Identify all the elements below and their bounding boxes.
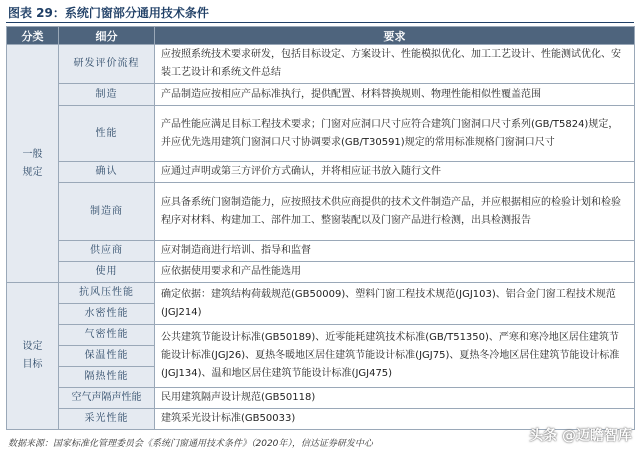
table-row [7,283,635,304]
req-confirmation: 应通过声明或第三方评价方式确认，并将相应证书放入随行文件 [155,162,635,183]
header-row [7,27,635,45]
sub-confirmation: 确认 [59,162,155,183]
sub-rd-process: 研发评价流程 [59,45,155,84]
sub-daylighting: 采光性能 [59,409,155,430]
table-row [7,325,635,346]
req-sound: 民用建筑隔声设计规范(GB50118) [155,388,635,409]
sub-heat-shield: 隔热性能 [59,367,155,388]
table-row [7,262,635,283]
sub-usage: 使用 [59,262,155,283]
header-category: 分类 [7,27,59,45]
req-usage: 应依据使用要求和产品性能选用 [155,262,635,283]
header-subcategory: 细分 [59,27,155,45]
req-daylight: 建筑采光设计标准(GB50033) [155,409,635,430]
req-performance: 产品性能应满足目标工程技术要求；门窗对应洞口尺寸应符合建筑门窗洞口尺寸系列(GB/T5824)规定，并应优先选用建筑门窗洞口尺寸协调要求(GB/T30591)规定的常用标准规格门窗洞口尺寸 [155,106,635,162]
sub-sound-insulation: 空气声隔声性能 [59,388,155,409]
figure-title: 图表 29：系统门窗部分通用技术条件 [8,6,209,20]
table-row [7,84,635,106]
sub-supplier: 供应商 [59,241,155,262]
sub-air-tightness: 气密性能 [59,325,155,346]
source-note: 数据来源：国家标准化管理委员会《系统门窗通用技术条件》（2020年），信达证券研发中心 [8,439,373,449]
category-targets: 设定目标 [7,283,59,430]
title-divider [6,22,634,23]
req-manufacturer: 应具备系统门窗制造能力，应按照技术供应商提供的技术文件制造产品，并应根据相应的检验计划和检验程序对材料、构建加工、部件加工、整窗装配以及门窗产品进行检测，出具检测报告 [155,183,635,241]
table-row [7,162,635,183]
category-general: 一般规定 [7,45,59,283]
table-row [7,106,635,162]
sub-manufacturer: 制造商 [59,183,155,241]
spec-table [6,26,635,430]
req-manufacturing: 产品制造应按相应产品标准执行，提供配置、材料替换规则、物理性能相似性覆盖范围 [155,84,635,106]
sub-wind-pressure: 抗风压性能 [59,283,155,304]
table-row [7,45,635,84]
req-rd-process: 应按照系统技术要求研发，包括目标设定、方案设计、性能模拟优化、加工工艺设计、性能测试优化、安装工艺设计和系统文件总结 [155,45,635,84]
table-row [7,183,635,241]
table-row [7,388,635,409]
sub-performance: 性能 [59,106,155,162]
req-structural: 确定依据：建筑结构荷载规范(GB50009)、塑料门窗工程技术规范(JGJ103)、铝合金门窗工程技术规范(JGJ214) [155,283,635,325]
sub-insulation: 保温性能 [59,346,155,367]
req-supplier: 应对制造商进行培训、指导和监督 [155,241,635,262]
sub-manufacturing: 制造 [59,84,155,106]
watermark: 头条 @迈瞻智库 [529,428,632,444]
req-energy: 公共建筑节能设计标准(GB50189)、近零能耗建筑技术标准(GB/T51350)、严寒和寒冷地区居住建筑节能设计标准(JGJ26)、夏热冬暖地区居住建筑节能设计标准(JGJ75)、夏热冬冷地区居住建筑节能设计标准(JGJ134)、温和地区居住建筑节能设计标准(JGJ475) [155,325,635,388]
sub-water-tightness: 水密性能 [59,304,155,325]
header-requirement: 要求 [155,27,635,45]
table-row [7,241,635,262]
